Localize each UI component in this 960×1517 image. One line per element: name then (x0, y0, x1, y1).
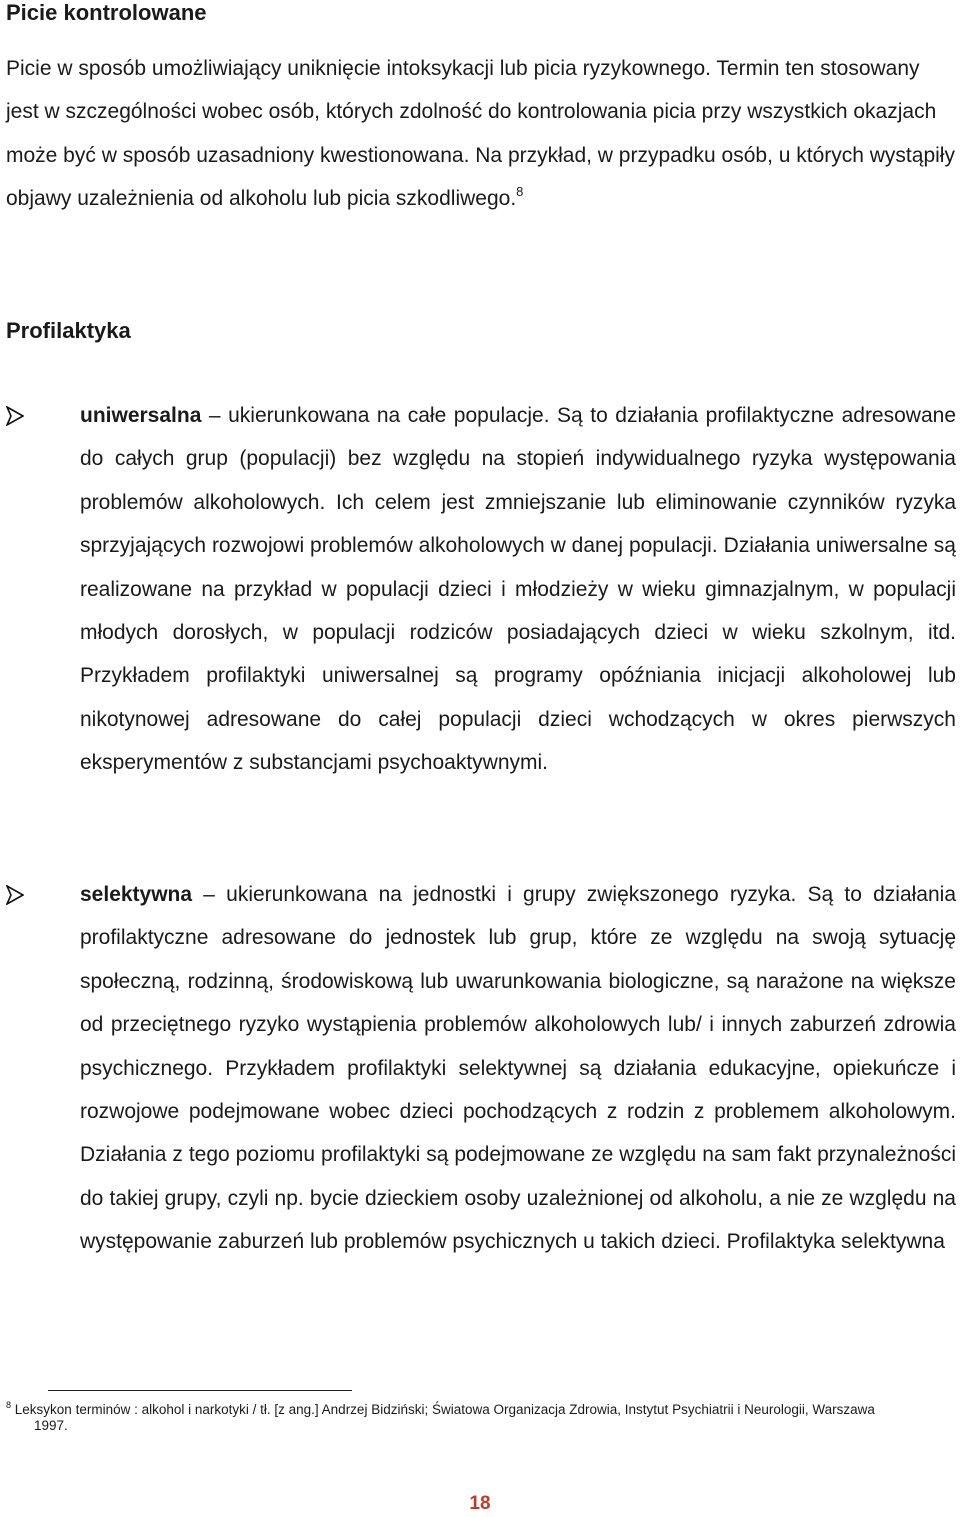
section-heading-controlled-drinking: Picie kontrolowane (6, 0, 207, 25)
section-heading-prevention: Profilaktyka (6, 318, 131, 343)
arrowhead-bullet-icon (6, 885, 24, 905)
term-dash: – (201, 404, 229, 427)
list-item-universal-prevention (80, 394, 956, 785)
selective-description: ukierunkowana na jednostki i grupy zwiększonego ryzyka. Są to działania profilaktyczne adresowane do jednostek lub grup, które ze względu na swoją sytuację społeczną, rodzinną, środowiskową lub uwarunkowania biologiczne, są narażone na większe od przeciętnego ryzyko wystąpienia problemów alkoholowych lub/ i innych zaburzeń zdrowia psychicznego. Przykładem profilaktyki selektywnej są działania edukacyjne, opiekuńcze i rozwojowe podejmowane wobec dzieci pochodzących z rodzin z problemem alkoholowym. Działania z tego poziomu profilaktyki są podejmowane ze względu na sam fakt przynależności do takiej grupy, czyli np. bycie dzieckiem osoby uzależnionej od alkoholu, a nie ze względu na występowanie zaburzeń lub problemów psychicznych u takich dzieci. Profilaktyka selektywna (80, 883, 956, 1254)
term-universal: uniwersalna (80, 404, 202, 427)
universal-description: ukierunkowana na całe populacje. Są to działania profilaktyczne adresowane do całych grup (populacji) bez względu na stopień indywidualnego ryzyka występowania problemów alkoholowych. Ich celem jest zmniejszanie lub eliminowanie czynników ryzyka sprzyjających rozwojowi problemów alkoholowych w danej populacji. Działania uniwersalne są realizowane na przykład w populacji dzieci i młodzieży w wieku gimnazjalnym, w populacji młodych dorosłych, w populacji rodziców posiadających dzieci w wieku szkolnym, itd. Przykładem profilaktyki uniwersalnej są programy opóźniania inicjacji alkoholowej lub nikotynowej adresowane do całej populacji dzieci wchodzących w okres pierwszych eksperymentów z substancjami psychoaktywnymi. (80, 404, 956, 775)
term-selective: selektywna (80, 883, 193, 906)
footnote (6, 1402, 958, 1434)
arrowhead-bullet-icon (6, 406, 24, 426)
footnote-reference[interactable]: 8 (516, 184, 524, 200)
controlled-drinking-text: Picie w sposób umożliwiający uniknięcie intoksykacji lub picia ryzykownego. Termin ten stosowany jest w szczególności wobec osób, których zdolność do kontrolowania picia przy wszystkich okazjach może być w sposób uzasadniony kwestionowana. Na przykład, w przypadku osób, u których wystąpiły objawy uzależnienia od alkoholu lub picia szkodliwego. (6, 57, 955, 211)
list-item-selective-prevention (80, 873, 956, 1264)
page-number: 18 (469, 1493, 491, 1514)
term-dash: – (192, 883, 227, 906)
controlled-drinking-paragraph (6, 47, 956, 221)
footnote-text: Leksykon terminów : alkohol i narkotyki / tł. [z ang.] Andrzej Bidziński; Światowa Organizacja Zdrowia, Instytut Psychiatrii i Neurologii, Warszawa (14, 1402, 875, 1417)
footnote-number: 8 (6, 1400, 12, 1410)
footnote-separator (48, 1390, 352, 1391)
footnote-continuation: 1997. (34, 1418, 68, 1433)
